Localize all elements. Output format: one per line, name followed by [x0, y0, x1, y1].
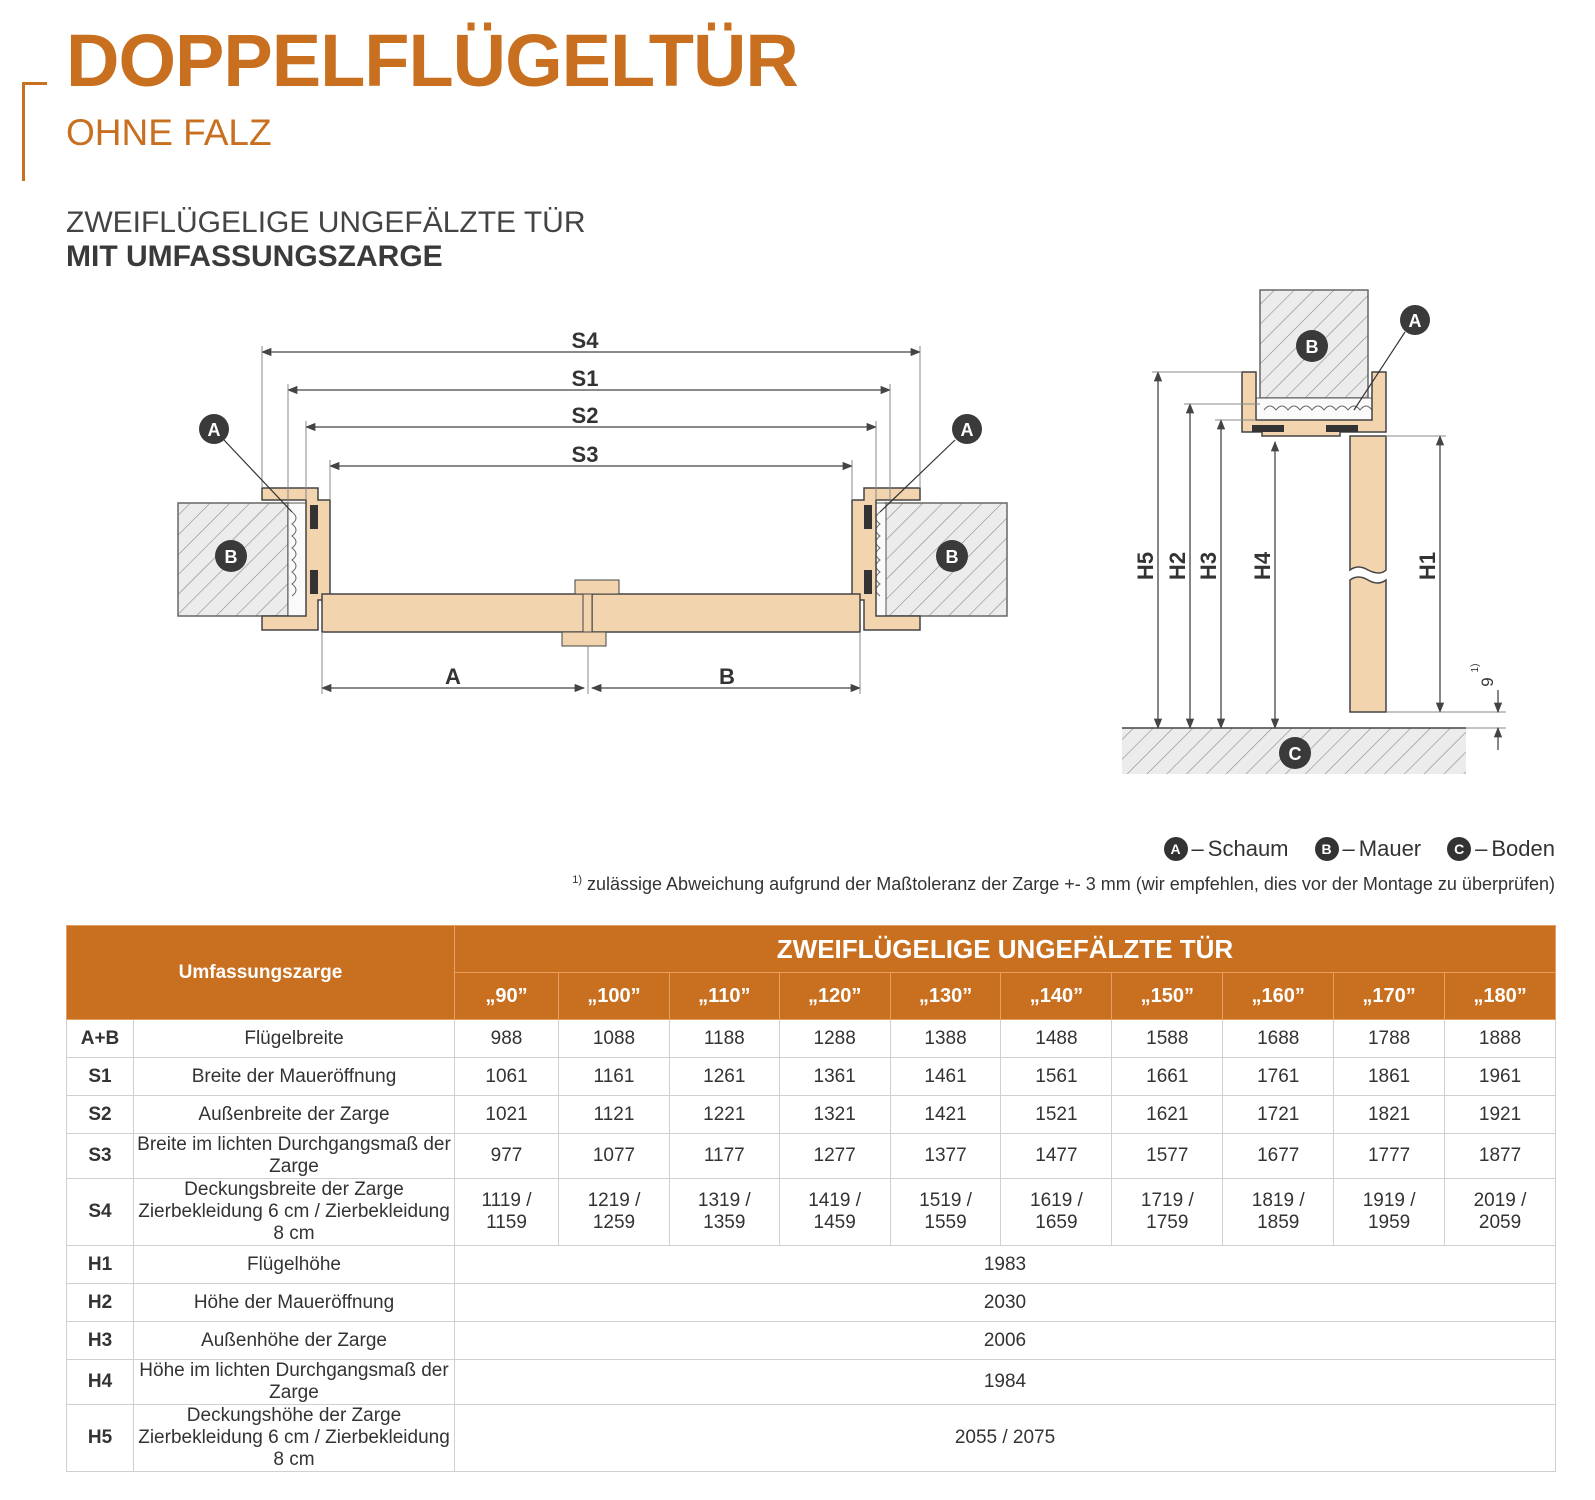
door-leaf-section	[1350, 436, 1386, 573]
row-label: Flügelbreite	[134, 1020, 455, 1058]
size-header: „100”	[559, 973, 670, 1020]
dim-label-h3: H3	[1196, 551, 1221, 581]
table-row	[67, 1020, 1556, 1058]
cell	[779, 1179, 890, 1246]
page-title: DOPPELFLÜGELTÜR	[66, 19, 798, 102]
footnote-marker: 1)	[572, 874, 582, 886]
cell-merged: 2030	[455, 1284, 1556, 1322]
cell: 1777	[1334, 1134, 1445, 1179]
cell: 1277	[779, 1134, 890, 1179]
cell	[1001, 1179, 1112, 1246]
cell-line: 1259	[592, 1212, 636, 1233]
size-header: „150”	[1112, 973, 1223, 1020]
row-code: A+B	[67, 1020, 134, 1058]
cell: 1188	[669, 1020, 779, 1058]
cell: 988	[455, 1020, 559, 1058]
cell: 1888	[1445, 1020, 1556, 1058]
legend-badge-b: B	[1315, 837, 1339, 861]
cell-line: 1859	[1257, 1212, 1300, 1233]
cell: 1677	[1223, 1134, 1334, 1179]
row-code: H3	[67, 1322, 134, 1360]
dim-label-s4: S4	[571, 328, 599, 353]
table-row	[67, 1360, 1556, 1405]
marker-b-top: B	[1305, 337, 1319, 357]
size-header: „90”	[455, 973, 559, 1020]
cell: 1161	[559, 1058, 670, 1096]
cell: 1221	[669, 1096, 779, 1134]
cell: 1177	[669, 1134, 779, 1179]
section-view	[1122, 290, 1506, 774]
row-label: Höhe der Maueröffnung	[134, 1284, 455, 1322]
row-label: Breite im lichten Durchgangsmaß der Zarge	[134, 1134, 455, 1179]
section-heading-line1: ZWEIFLÜGELIGE UNGEFÄLZTE TÜR	[66, 206, 586, 239]
cell: 1461	[890, 1058, 1001, 1096]
cell-merged: 1983	[455, 1246, 1556, 1284]
cell-line: 1119 /	[481, 1190, 532, 1211]
handle-top	[575, 580, 619, 594]
cell-merged: 2006	[455, 1322, 1556, 1360]
cell: 1877	[1445, 1134, 1556, 1179]
spec-table	[66, 925, 1556, 1472]
dim-label-h4: H4	[1250, 551, 1275, 581]
size-header: „180”	[1445, 973, 1556, 1020]
cell-merged: 2055 / 2075	[455, 1405, 1556, 1472]
cell: 1521	[1001, 1096, 1112, 1134]
cell: 1288	[779, 1020, 890, 1058]
marker-a-top: A	[1408, 311, 1422, 331]
cell-line: 1319 /	[697, 1190, 751, 1211]
table-row	[67, 1096, 1556, 1134]
cell: 1377	[890, 1134, 1001, 1179]
marker-c-floor: C	[1288, 744, 1302, 764]
row-code: H1	[67, 1246, 134, 1284]
table-row	[67, 1322, 1556, 1360]
cell: 1621	[1112, 1096, 1223, 1134]
cell	[559, 1179, 670, 1246]
table-row	[67, 1405, 1556, 1472]
cell-line: 1219 /	[587, 1190, 641, 1211]
cell-line: 1519 /	[919, 1190, 972, 1211]
cell	[455, 1179, 559, 1246]
cell: 1721	[1223, 1096, 1334, 1134]
legend	[1164, 836, 1555, 862]
cell	[1445, 1179, 1556, 1246]
dim-label-gap: 9	[1478, 677, 1497, 687]
table-group-header: ZWEIFLÜGELIGE UNGEFÄLZTE TÜR	[455, 926, 1556, 973]
row-label-line2: Zierbekleidung 6 cm / Zierbekleidung 8 cm	[138, 1201, 450, 1244]
cell	[890, 1179, 1001, 1246]
door-leaf-a	[322, 594, 584, 632]
dim-label-s3: S3	[571, 442, 599, 467]
cell: 1477	[1001, 1134, 1112, 1179]
cell-line: 2059	[1478, 1212, 1522, 1233]
size-header: „110”	[669, 973, 779, 1020]
footnote	[572, 874, 1555, 895]
row-label	[134, 1179, 455, 1246]
cell-line: 1719 /	[1140, 1190, 1194, 1211]
row-code: H4	[67, 1360, 134, 1405]
row-label-line1: Deckungshöhe der Zarge	[186, 1405, 402, 1426]
row-label: Außenbreite der Zarge	[134, 1096, 455, 1134]
cell-line: 1359	[703, 1212, 746, 1233]
cell-line: 1759	[1146, 1212, 1189, 1233]
cell: 1961	[1445, 1058, 1556, 1096]
row-label: Höhe im lichten Durchgangsmaß der Zarge	[134, 1360, 455, 1405]
dim-label-h1: H1	[1415, 551, 1440, 581]
cell: 1921	[1445, 1096, 1556, 1134]
cell-line: 1459	[813, 1212, 856, 1233]
row-label: Breite der Maueröffnung	[134, 1058, 455, 1096]
size-header: „120”	[779, 973, 890, 1020]
table-row	[67, 1284, 1556, 1322]
cell: 1488	[1001, 1020, 1112, 1058]
plan-view	[178, 328, 1007, 694]
cell-line: 1159	[486, 1212, 527, 1233]
cell: 1261	[669, 1058, 779, 1096]
cell: 1588	[1112, 1020, 1223, 1058]
footnote-text: zulässige Abweichung aufgrund der Maßtoleranz der Zarge +- 3 mm (wir empfehlen, dies vor der Montage zu überprüfen)	[587, 874, 1555, 894]
row-code: S3	[67, 1134, 134, 1179]
dim-label-b: B	[719, 664, 735, 689]
row-code: H2	[67, 1284, 134, 1322]
table-corner-header: Umfassungszarge	[67, 926, 455, 1020]
marker-a-right: A	[960, 420, 974, 440]
row-label: Flügelhöhe	[134, 1246, 455, 1284]
cell: 1821	[1334, 1096, 1445, 1134]
legend-label-foam: Schaum	[1207, 836, 1289, 861]
cell: 1121	[559, 1096, 670, 1134]
cell: 1688	[1223, 1020, 1334, 1058]
cell-line: 1619 /	[1030, 1190, 1083, 1211]
cell: 1021	[455, 1096, 559, 1134]
legend-item-wall: B – Mauer	[1315, 836, 1422, 862]
cell	[669, 1179, 779, 1246]
section-heading-line2: MIT UMFASSUNGSZARGE	[66, 240, 443, 273]
cell: 1577	[1112, 1134, 1223, 1179]
table-row	[67, 1246, 1556, 1284]
cell-line: 1659	[1035, 1212, 1078, 1233]
cell: 1361	[779, 1058, 890, 1096]
row-label-line1: Deckungsbreite der Zarge	[184, 1179, 404, 1200]
dim-label-gap-note: 1)	[1470, 663, 1481, 673]
cell	[1334, 1179, 1445, 1246]
dim-label-s1: S1	[571, 366, 599, 391]
marker-a-left: A	[207, 420, 221, 440]
size-header: „170”	[1334, 973, 1445, 1020]
cell-line: 1559	[924, 1212, 967, 1233]
table-row	[67, 1179, 1556, 1246]
cell-line: 2019 /	[1473, 1190, 1527, 1211]
cell-line: 1919 /	[1362, 1190, 1416, 1211]
cell: 1061	[455, 1058, 559, 1096]
dim-label-h2: H2	[1165, 551, 1190, 581]
cell: 1088	[559, 1020, 670, 1058]
table-row	[67, 1058, 1556, 1096]
cell: 1861	[1334, 1058, 1445, 1096]
row-code: S4	[67, 1179, 134, 1246]
size-header: „160”	[1223, 973, 1334, 1020]
table-row	[67, 1134, 1556, 1179]
row-code: H5	[67, 1405, 134, 1472]
legend-item-floor: C – Boden	[1447, 836, 1555, 862]
cell-line: 1819 /	[1251, 1190, 1305, 1211]
size-header: „140”	[1001, 973, 1112, 1020]
legend-item-foam: A – Schaum	[1164, 836, 1289, 862]
cell: 1561	[1001, 1058, 1112, 1096]
cell-line: 1959	[1367, 1212, 1411, 1233]
row-code: S2	[67, 1096, 134, 1134]
page-subtitle: OHNE FALZ	[66, 112, 272, 153]
cell-merged: 1984	[455, 1360, 1556, 1405]
row-label-line2: Zierbekleidung 6 cm / Zierbekleidung 8 cm	[138, 1427, 450, 1470]
foam-left	[288, 503, 308, 616]
marker-b-left: B	[224, 547, 238, 567]
row-label	[134, 1405, 455, 1472]
row-code: S1	[67, 1058, 134, 1096]
legend-label-floor: Boden	[1491, 836, 1555, 861]
cell	[1112, 1179, 1223, 1246]
cell-line: 1419 /	[808, 1190, 862, 1211]
door-leaf-b	[592, 594, 860, 632]
size-header: „130”	[890, 973, 1001, 1020]
legend-badge-c: C	[1447, 837, 1471, 861]
dim-label-a: A	[445, 664, 461, 689]
cell: 1661	[1112, 1058, 1223, 1096]
handle-bottom	[562, 632, 606, 646]
cell	[1223, 1179, 1334, 1246]
cell: 1321	[779, 1096, 890, 1134]
legend-label-wall: Mauer	[1358, 836, 1422, 861]
cell: 977	[455, 1134, 559, 1179]
cell: 1421	[890, 1096, 1001, 1134]
marker-b-right: B	[945, 547, 959, 567]
dim-label-h5: H5	[1133, 551, 1158, 581]
cell: 1077	[559, 1134, 670, 1179]
dim-label-s2: S2	[571, 403, 599, 428]
cell: 1761	[1223, 1058, 1334, 1096]
legend-badge-a: A	[1164, 837, 1188, 861]
row-label: Außenhöhe der Zarge	[134, 1322, 455, 1360]
cell: 1788	[1334, 1020, 1445, 1058]
cell: 1388	[890, 1020, 1001, 1058]
